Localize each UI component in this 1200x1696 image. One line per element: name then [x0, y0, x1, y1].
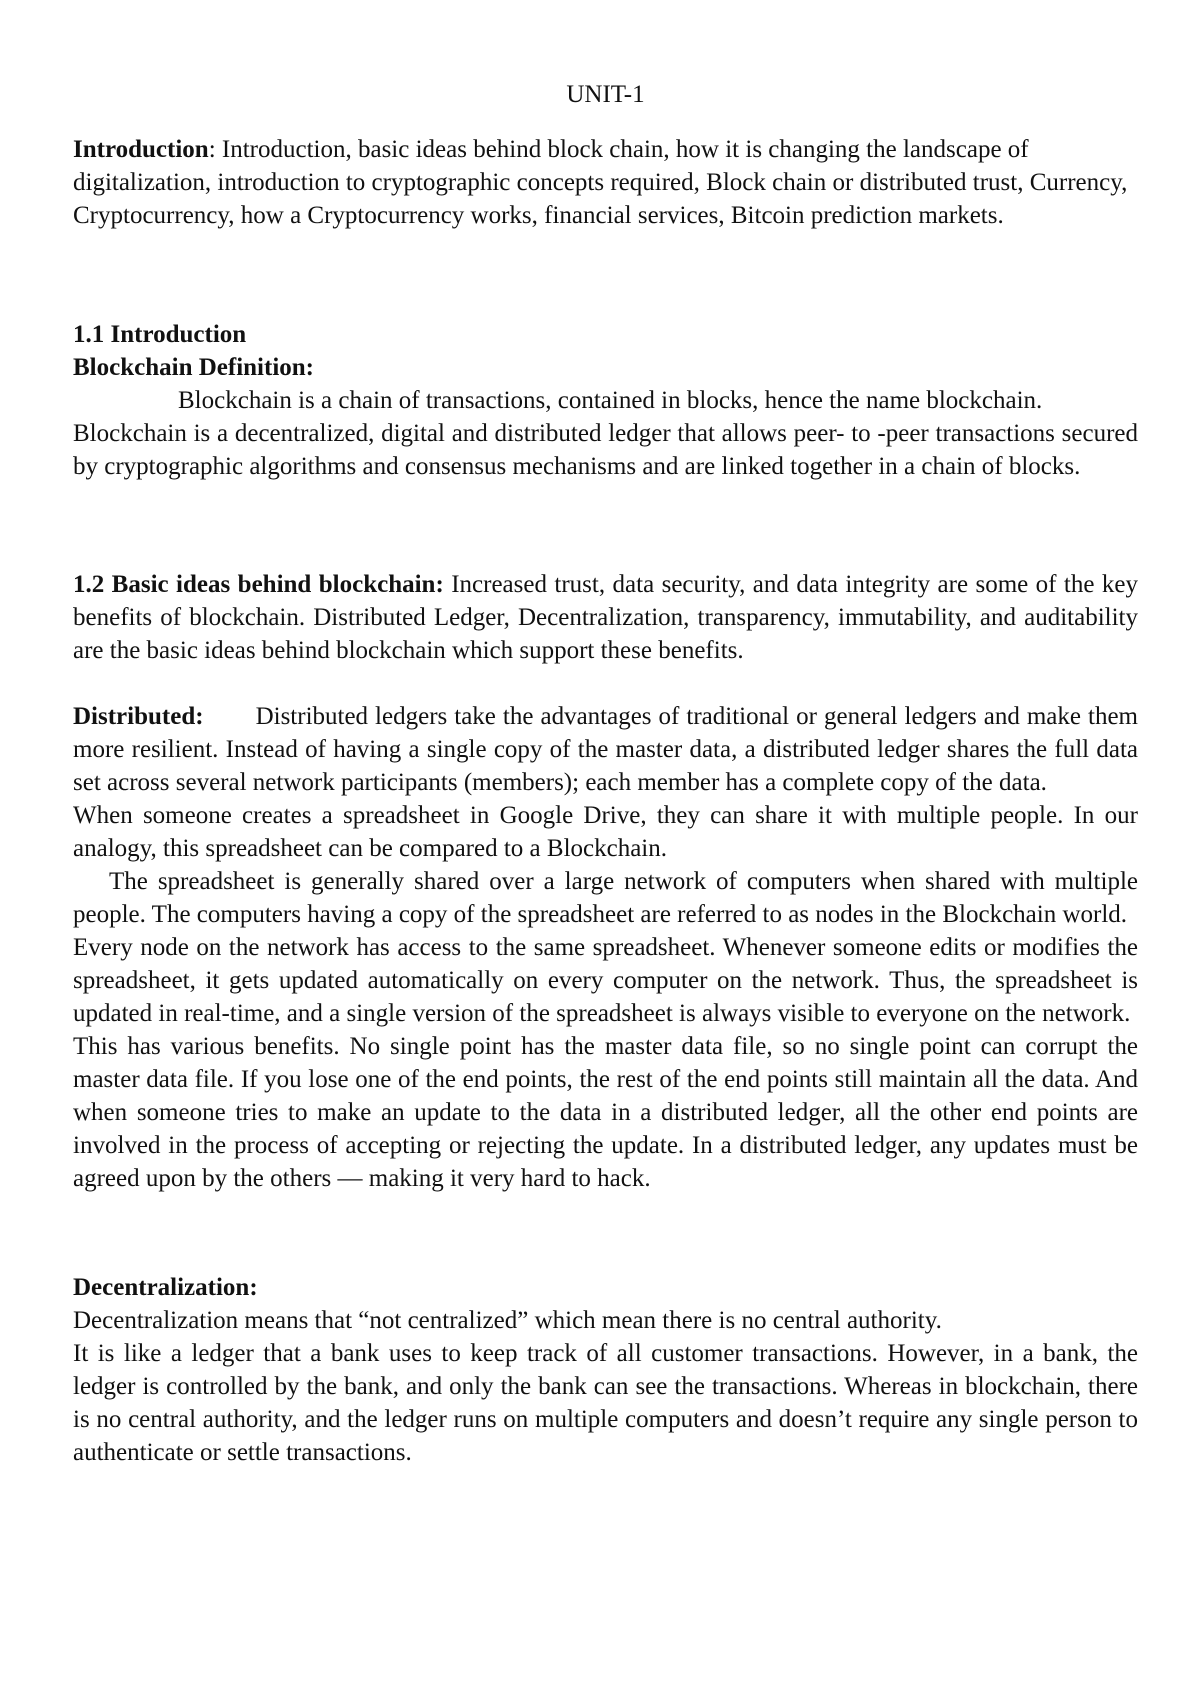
- distributed-paragraph-3: The spreadsheet is generally shared over a large network of computers when shared with multiple people. The computers having a copy of the spreadsheet are referred to as nodes in the Blockchain world.: [73, 868, 1138, 928]
- intro-line-1: [73, 133, 1138, 166]
- decentralization-paragraph-2: It is like a ledger that a bank uses to keep track of all customer transactions. However, in a bank, the ledger is controlled by the bank, and only the bank can see the transactions. Whereas in blockchain, there is no central authority, and the ledger runs on multiple computers and doesn’t require any single person to authenticate or settle transactions.: [73, 1340, 1138, 1466]
- intro-line-2: digitalization, introduction to cryptographic concepts required, Block chain or distributed trust, Currency,: [73, 169, 1128, 196]
- distributed-paragraph-1: [73, 700, 1138, 799]
- distributed-paragraph-2: When someone creates a spreadsheet in Google Drive, they can share it with multiple people. In our analogy, this spreadsheet can be compared to a Blockchain.: [73, 802, 1138, 862]
- section-1-2-text: Increased trust, data security, and data integrity are some of the key benefits of blockchain. Distributed Ledger, Decentralization, transparency, immutability, and auditability are the basic ideas behind blockchain which support these benefits.: [73, 571, 1138, 664]
- decentralization-section: [73, 1271, 1138, 1469]
- distributed-paragraph-5: This has various benefits. No single point has the master data file, so no single point can corrupt the master data file. If you lose one of the end points, the rest of the end points still maintain all the data. And when someone tries to make an update to the data in a distributed ledger, all the other end points are involved in the process of accepting or rejecting the update. In a distributed ledger, any updates must be agreed upon by the others — making it very hard to hack.: [73, 1033, 1138, 1192]
- decentralization-heading: Decentralization:: [73, 1274, 258, 1301]
- distributed-paragraph-4: Every node on the network has access to the same spreadsheet. Whenever someone edits or modifies the spreadsheet, it gets updated automatically on every computer on the network. Thus, the spreadsheet is updated in real-time, and a single version of the spreadsheet is always visible to everyone on the network.: [73, 934, 1138, 1027]
- definition-paragraph-1: Blockchain is a chain of transactions, contained in blocks, hence the name blockchain.: [178, 387, 1043, 414]
- section-1-1: [73, 318, 1138, 483]
- section-1-2-heading: 1.2 Basic ideas behind blockchain:: [73, 571, 444, 598]
- distributed-section: [73, 700, 1138, 1195]
- section-1-1-heading: 1.1 Introduction: [73, 321, 247, 348]
- intro-line-1-text: : Introduction, basic ideas behind block chain, how it is changing the landscape of: [208, 136, 1029, 163]
- distributed-paragraph-1-text: Distributed ledgers take the advantages of traditional or general ledgers and make them more resilient. Instead of having a single copy of the master data, a distributed ledger shares the full data set across several network participants (members); each member has a complete copy of the data.: [73, 703, 1138, 796]
- intro-line-3: Cryptocurrency, how a Cryptocurrency works, financial services, Bitcoin prediction markets.: [73, 202, 1004, 229]
- intro-label: Introduction: [73, 136, 209, 163]
- definition-paragraph-2: Blockchain is a decentralized, digital and distributed ledger that allows peer- to -peer transactions secured by cryptographic algorithms and consensus mechanisms and are linked together in a chain of blocks.: [73, 420, 1138, 480]
- distributed-label: Distributed:: [73, 703, 204, 730]
- blockchain-definition-heading: Blockchain Definition:: [73, 354, 314, 381]
- decentralization-paragraph-1: Decentralization means that “not centralized” which mean there is no central authority.: [73, 1307, 942, 1334]
- page-title: UNIT-1: [566, 81, 645, 108]
- section-1-2: [73, 568, 1138, 667]
- unit-intro: [73, 133, 1138, 232]
